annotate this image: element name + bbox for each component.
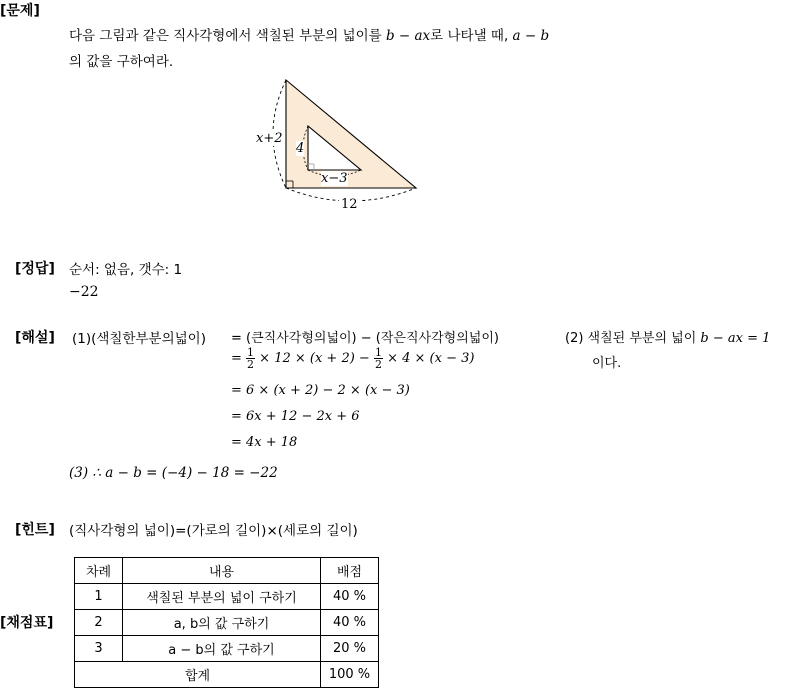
answer-label: [정답] — [15, 261, 55, 277]
row3-order: 3 — [75, 636, 123, 662]
answer-value: −22 — [69, 284, 99, 300]
solution-step3: (3) ∴ a − b = (−4) − 18 = −22 — [69, 465, 278, 481]
total-row — [75, 662, 379, 688]
solution-step1-line5: = 4x + 18 — [231, 435, 298, 450]
solution-label: [해설] — [15, 330, 55, 346]
solution-step1-lhs: (1)(색칠한부분의넓이) — [72, 331, 206, 347]
solution-step2-expr: b − ax = 1 — [700, 331, 771, 346]
solution-step2-line1 — [565, 327, 770, 346]
frac1-num: 1 — [247, 346, 255, 359]
solution-step1-rhs: = (큰직사각형의넓이) − (작은직사각형의넓이) — [231, 331, 499, 346]
problem-text-a: 다음 그림과 같은 직사각형에서 색칠된 부분의 넓이를 — [69, 28, 386, 44]
solution-step1-line3: = 6 × (x + 2) − 2 × (x − 3) — [231, 383, 410, 398]
fraction-half-2 — [374, 347, 383, 370]
table-row — [75, 584, 379, 610]
total-label: 합계 — [75, 662, 321, 688]
hint-text: (직사각형의 넓이)=(가로의 길이)×(세로의 길이) — [69, 523, 358, 539]
problem-label: [문제] — [0, 3, 40, 19]
row1-points: 40 % — [321, 584, 379, 610]
problem-expr-a: b − ax — [385, 28, 431, 44]
header-points: 배점 — [321, 558, 379, 584]
row1-order: 1 — [75, 584, 123, 610]
fraction-half-1 — [246, 347, 255, 370]
row2-content: a, b의 값 구하기 — [123, 610, 321, 636]
frac2-den: 2 — [374, 358, 382, 371]
problem-line-2: 의 값을 구하여라. — [69, 54, 174, 70]
label-inner-4: 4 — [296, 141, 305, 156]
scoring-label: [채점표] — [0, 615, 54, 631]
row3-content: a − b의 값 구하기 — [123, 636, 321, 662]
row1-content: 색칠된 부분의 넓이 구하기 — [123, 584, 321, 610]
solution-step2-line2: 이다. — [592, 356, 622, 371]
row2-points: 40 % — [321, 610, 379, 636]
solution-step1-line4: = 6x + 12 − 2x + 6 — [231, 409, 360, 424]
header-order: 차례 — [75, 558, 123, 584]
shaded-region — [286, 80, 416, 188]
frac1-den: 2 — [247, 358, 255, 371]
header-content: 내용 — [123, 558, 321, 584]
solution-step1-line2 — [231, 347, 474, 370]
row3-points: 20 % — [321, 636, 379, 662]
frac2-num: 1 — [374, 346, 382, 359]
solution-step2-a: (2) 색칠된 부분의 넓이 — [565, 331, 701, 346]
solution-l2-a: = — [231, 351, 247, 366]
hint-label: [힌트] — [15, 522, 55, 538]
solution-l2-b: × 12 × (x + 2) − — [255, 351, 374, 366]
problem-text-b: 로 나타낼 때, — [430, 28, 513, 44]
table-row — [75, 636, 379, 662]
total-value: 100 % — [321, 662, 379, 688]
scoring-table — [74, 557, 379, 688]
row2-order: 2 — [75, 610, 123, 636]
table-row — [75, 610, 379, 636]
problem-expr-b: a − b — [512, 28, 550, 44]
label-x-minus-3: x−3 — [321, 171, 348, 186]
label-12: 12 — [341, 197, 358, 212]
answer-meta: 순서: 없음, 갯수: 1 — [69, 262, 183, 278]
scoring-header-row — [75, 558, 379, 584]
solution-l2-c: × 4 × (x − 3) — [382, 351, 475, 366]
problem-line-1 — [69, 24, 549, 44]
label-x-plus-2: x+2 — [256, 131, 283, 146]
